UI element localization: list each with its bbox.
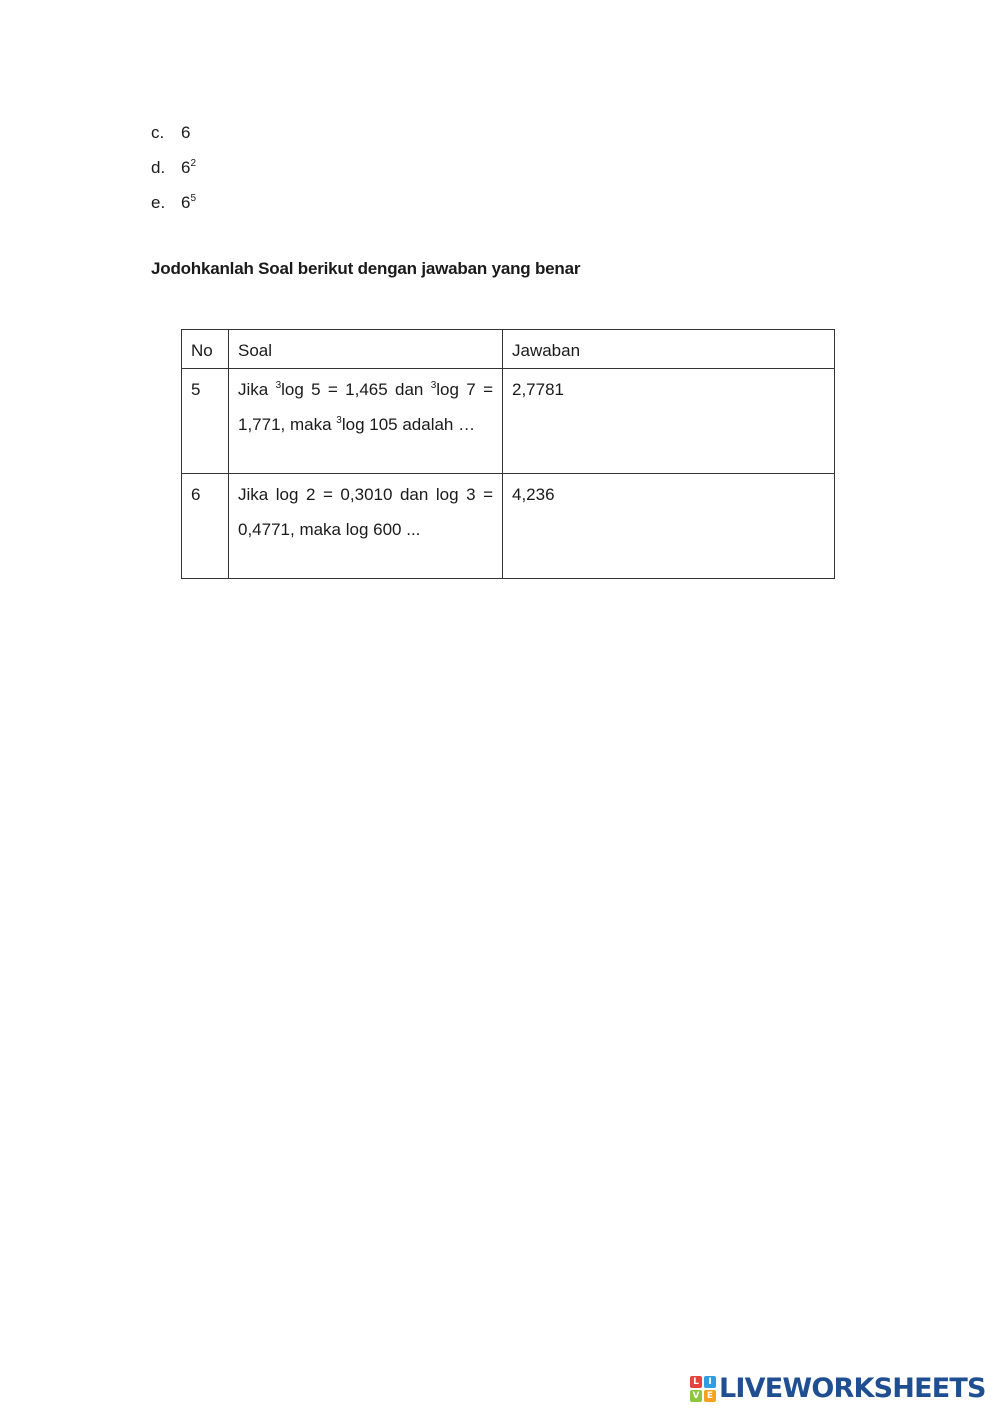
table-header-row [182, 330, 835, 369]
log-base: 3 [275, 380, 282, 391]
option-letter: e. [151, 193, 166, 212]
logo-square-l: L [690, 1376, 702, 1388]
option-base: 6 [181, 158, 191, 177]
question-text: log 105 adalah … [341, 415, 476, 434]
logo-icon [690, 1376, 716, 1402]
row-number: 5 [182, 369, 229, 474]
liveworksheets-logo[interactable] [690, 1374, 986, 1404]
header-jawaban: Jawaban [503, 330, 835, 369]
header-soal: Soal [229, 330, 503, 369]
option-value [181, 190, 196, 225]
question-text: log 7 = 1,771, maka [238, 380, 493, 434]
option-value [181, 120, 190, 155]
table-row [182, 474, 835, 579]
option-exponent: 2 [190, 158, 197, 169]
table-row [182, 369, 835, 474]
option-e [151, 190, 196, 225]
option-base: 6 [181, 193, 191, 212]
instruction-heading: Jodohkanlah Soal berikut dengan jawaban yang benar [151, 259, 581, 278]
logo-square-v: V [690, 1390, 702, 1402]
option-c [151, 120, 196, 155]
option-value [181, 155, 196, 190]
question-text: log 5 = 1,465 dan [281, 380, 431, 399]
logo-square-i: I [704, 1376, 716, 1388]
row-number: 6 [182, 474, 229, 579]
log-base: 3 [336, 415, 342, 426]
question-text: Jika [238, 380, 276, 399]
row-answer[interactable]: 2,7781 [503, 369, 835, 474]
option-letter: c. [151, 123, 165, 142]
option-d [151, 155, 196, 190]
option-base: 6 [181, 123, 191, 142]
option-letter: d. [151, 158, 166, 177]
logo-text: LIVEWORKSHEETS [719, 1373, 986, 1404]
option-exponent: 5 [190, 193, 197, 204]
logo-square-e: E [704, 1390, 716, 1402]
row-question [229, 369, 503, 474]
answer-options [151, 120, 196, 225]
row-answer[interactable]: 4,236 [503, 474, 835, 579]
header-no: No [182, 330, 229, 369]
log-base: 3 [430, 380, 437, 391]
matching-table [181, 329, 835, 579]
row-question: Jika log 2 = 0,3010 dan log 3 = 0,4771, maka log 600 ... [229, 474, 503, 579]
